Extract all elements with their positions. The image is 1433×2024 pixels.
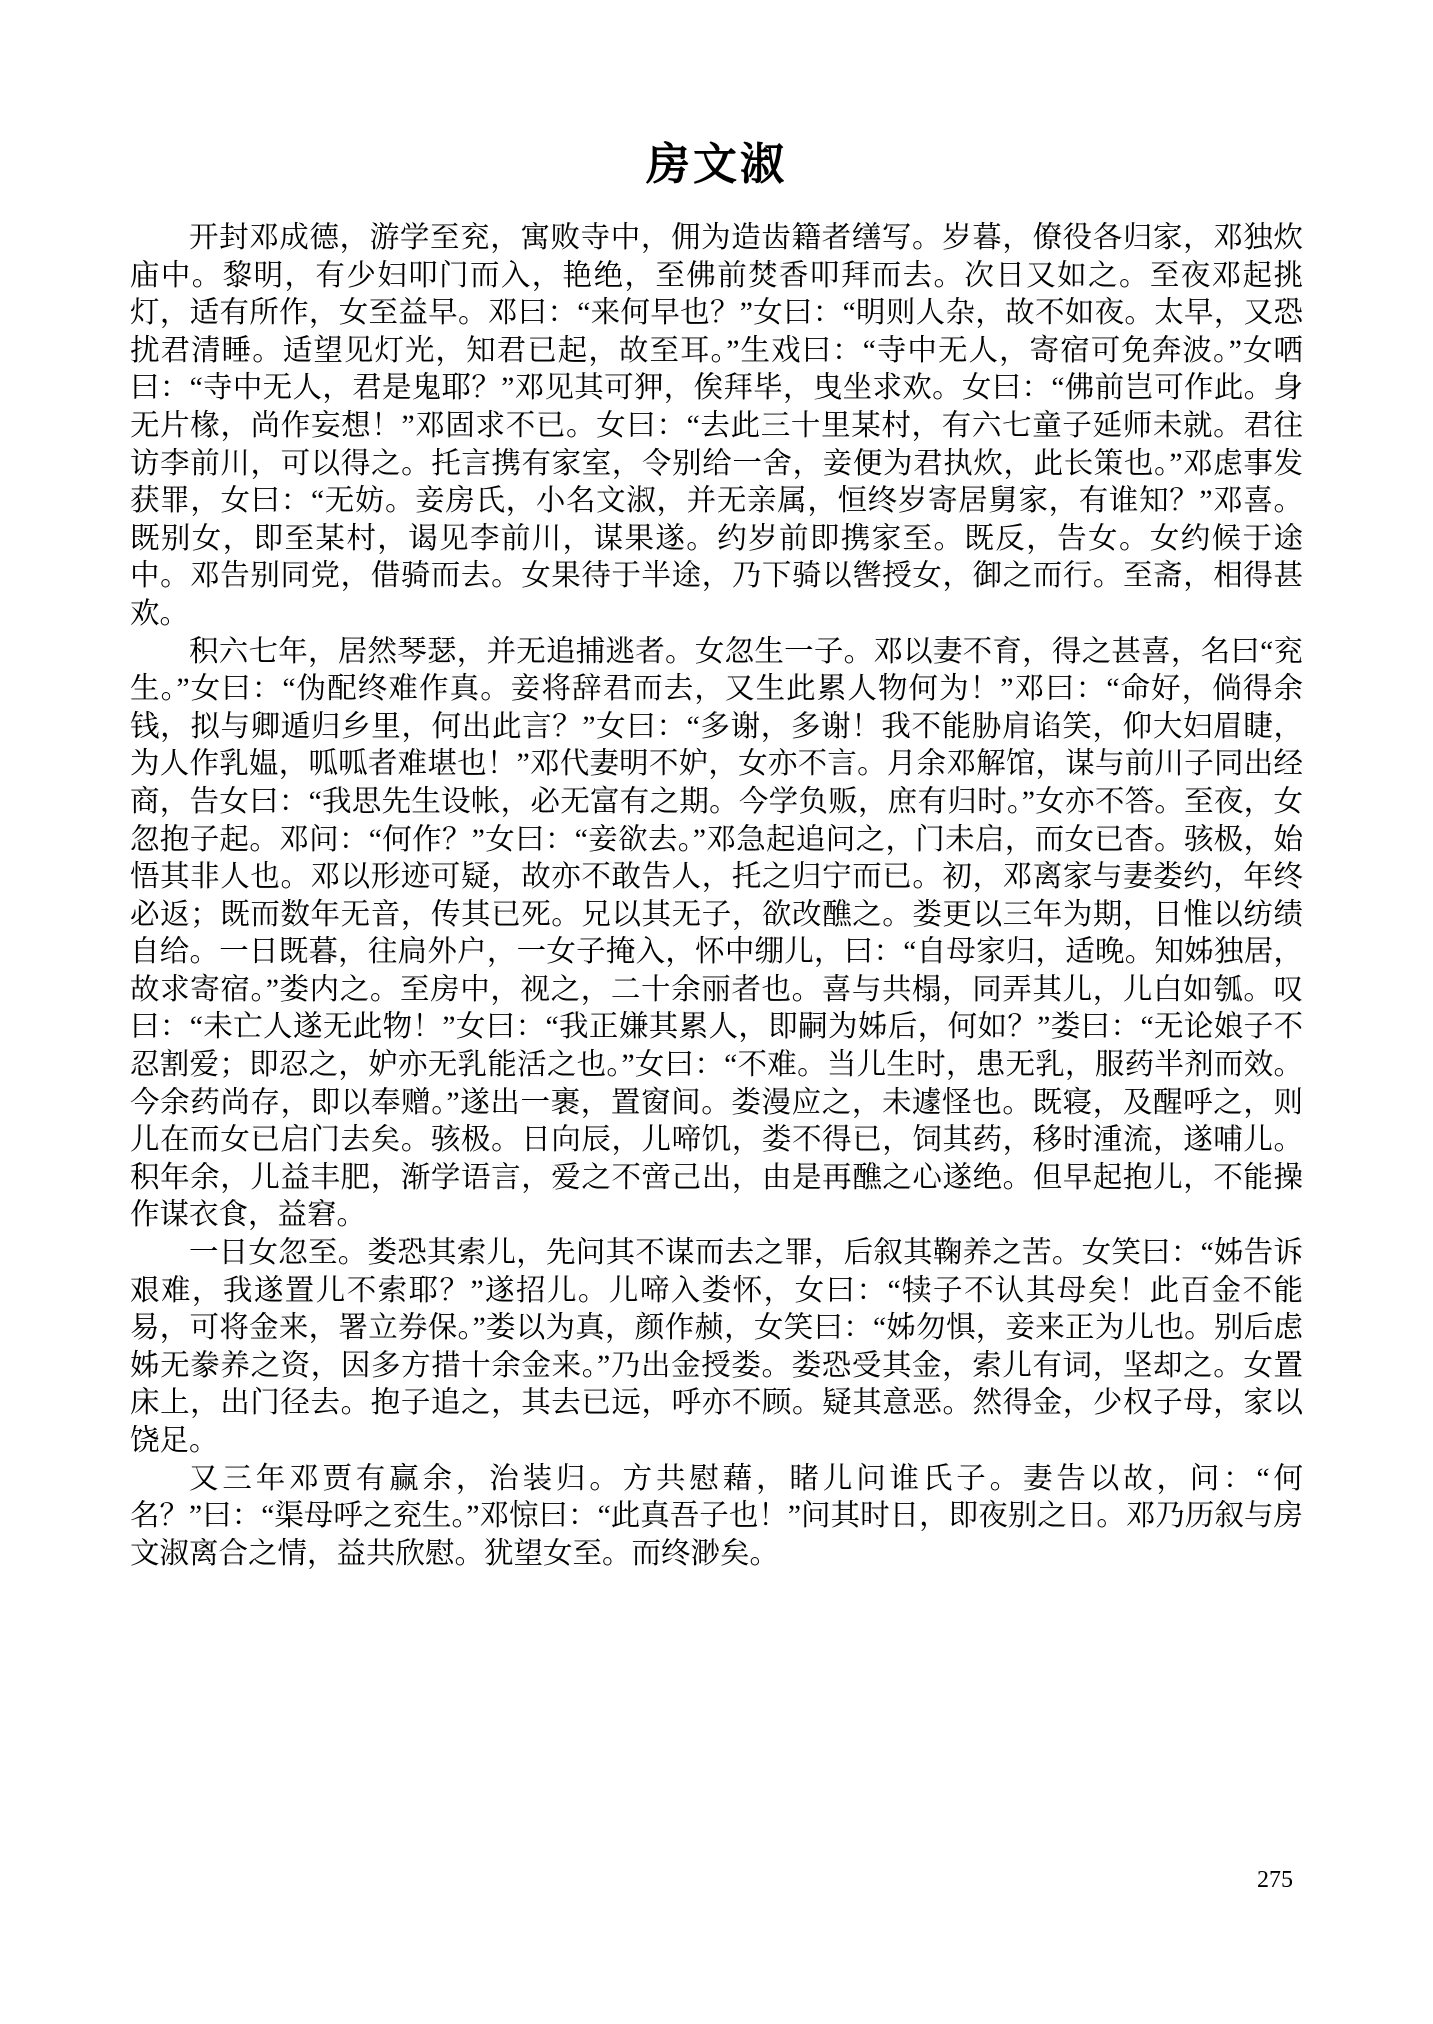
body-text: [130, 220, 1303, 1573]
paragraph-3: 一日女忽至。娄恐其索儿，先问其不谋而去之罪，后叙其鞠养之苦。女笑曰：“姊告诉艰难，我遂置儿不索耶？”遂招儿。儿啼入娄怀，女曰：“犊子不认其母矣！此百金不能易，可将金来，署立券保。”娄以为真，颜作赪，女笑曰：“姊勿惧，妾来正为儿也。别后虑姊无豢养之资，因多方措十余金来。”乃出金授娄。娄恐受其金，索儿有词，坚却之。女置床上，出门径去。抱子追之，其去已远，呼亦不顾。疑其意恶。然得金，少权子母，家以饶足。: [130, 1237, 1303, 1457]
paragraph-2: 积六七年，居然琴瑟，并无追捕逃者。女忽生一子。邓以妻不育，得之甚喜，名曰“兖生。”女曰：“伪配终难作真。妾将辞君而去，又生此累人物何为！”邓曰：“命好，倘得余钱，拟与卿遁归乡里，何出此言？”女曰：“多谢，多谢！我不能胁肩谄笑，仰大妇眉睫，为人作乳媪，呱呱者难堪也！”邓代妻明不妒，女亦不言。月余邓解馆，谋与前川子同出经商，告女曰：“我思先生设帐，必无富有之期。今学负贩，庶有归时。”女亦不答。至夜，女忽抱子起。邓问：“何作？”女曰：“妾欲去。”邓急起追问之，门未启，而女已杳。骇极，始悟其非人也。邓以形迹可疑，故亦不敢告人，托之归宁而已。初，邓离家与妻娄约，年终必返；既而数年无音，传其已死。兄以其无子，欲改醮之。娄更以三年为期，日惟以纺绩自给。一日既暮，往扃外户，一女子掩入，怀中绷儿，曰：“自母家归，适晚。知姊独居，故求寄宿。”娄内之。至房中，视之，二十余丽者也。喜与共榻，同弄其儿，儿白如瓠。叹曰：“未亡人遂无此物！”女曰：“我正嫌其累人，即嗣为姊后，何如？”娄曰：“无论娘子不忍割爱；即忍之，妒亦无乳能活之也。”女曰：“不难。当儿生时，患无乳，服药半剂而效。今余药尚存，即以奉赠。”遂出一裹，置窗间。娄漫应之，未遽怪也。既寝，及醒呼之，则儿在而女已启门去矣。骇极。日向辰，儿啼饥，娄不得已，饲其药，移时湩流，遂哺儿。积年余，儿益丰肥，渐学语言，爱之不啻己出，由是再醮之心遂绝。但早起抱儿，不能操作谋衣食，益窘。: [130, 635, 1303, 1232]
paragraph-4: 又三年邓贾有赢余，治装归。方共慰藉，睹儿问谁氏子。妻告以故，问：“何名？”曰：“渠母呼之兖生。”邓惊曰：“此真吾子也！”问其时日，即夜别之日。邓乃历叙与房文淑离合之情，益共欣慰。犹望女至。而终渺矣。: [130, 1462, 1303, 1570]
page-number: 275: [1257, 1867, 1293, 1893]
paragraph-1: 开封邓成德，游学至兖，寓败寺中，佣为造齿籍者缮写。岁暮，僚役各归家，邓独炊庙中。黎明，有少妇叩门而入，艳绝，至佛前焚香叩拜而去。次日又如之。至夜邓起挑灯，适有所作，女至益早。邓曰：“来何早也？”女曰：“明则人杂，故不如夜。太早，又恐扰君清睡。适望见灯光，知君已起，故至耳。”生戏曰：“寺中无人，寄宿可免奔波。”女哂曰：“寺中无人，君是鬼耶？”邓见其可狎，俟拜毕，曳坐求欢。女曰：“佛前岂可作此。身无片椽，尚作妄想！”邓固求不已。女曰：“去此三十里某村，有六七童子延师未就。君往访李前川，可以得之。托言携有家室，令别给一舍，妾便为君执炊，此长策也。”邓虑事发获罪，女曰：“无妨。妾房氏，小名文淑，并无亲属，恒终岁寄居舅家，有谁知？”邓喜。既别女，即至某村，谒见李前川，谋果遂。约岁前即携家至。既反，告女。女约候于途中。邓告别同党，借骑而去。女果待于半途，乃下骑以辔授女，御之而行。至斋，相得甚欢。: [130, 222, 1304, 630]
page-title: 房文淑: [646, 140, 787, 189]
